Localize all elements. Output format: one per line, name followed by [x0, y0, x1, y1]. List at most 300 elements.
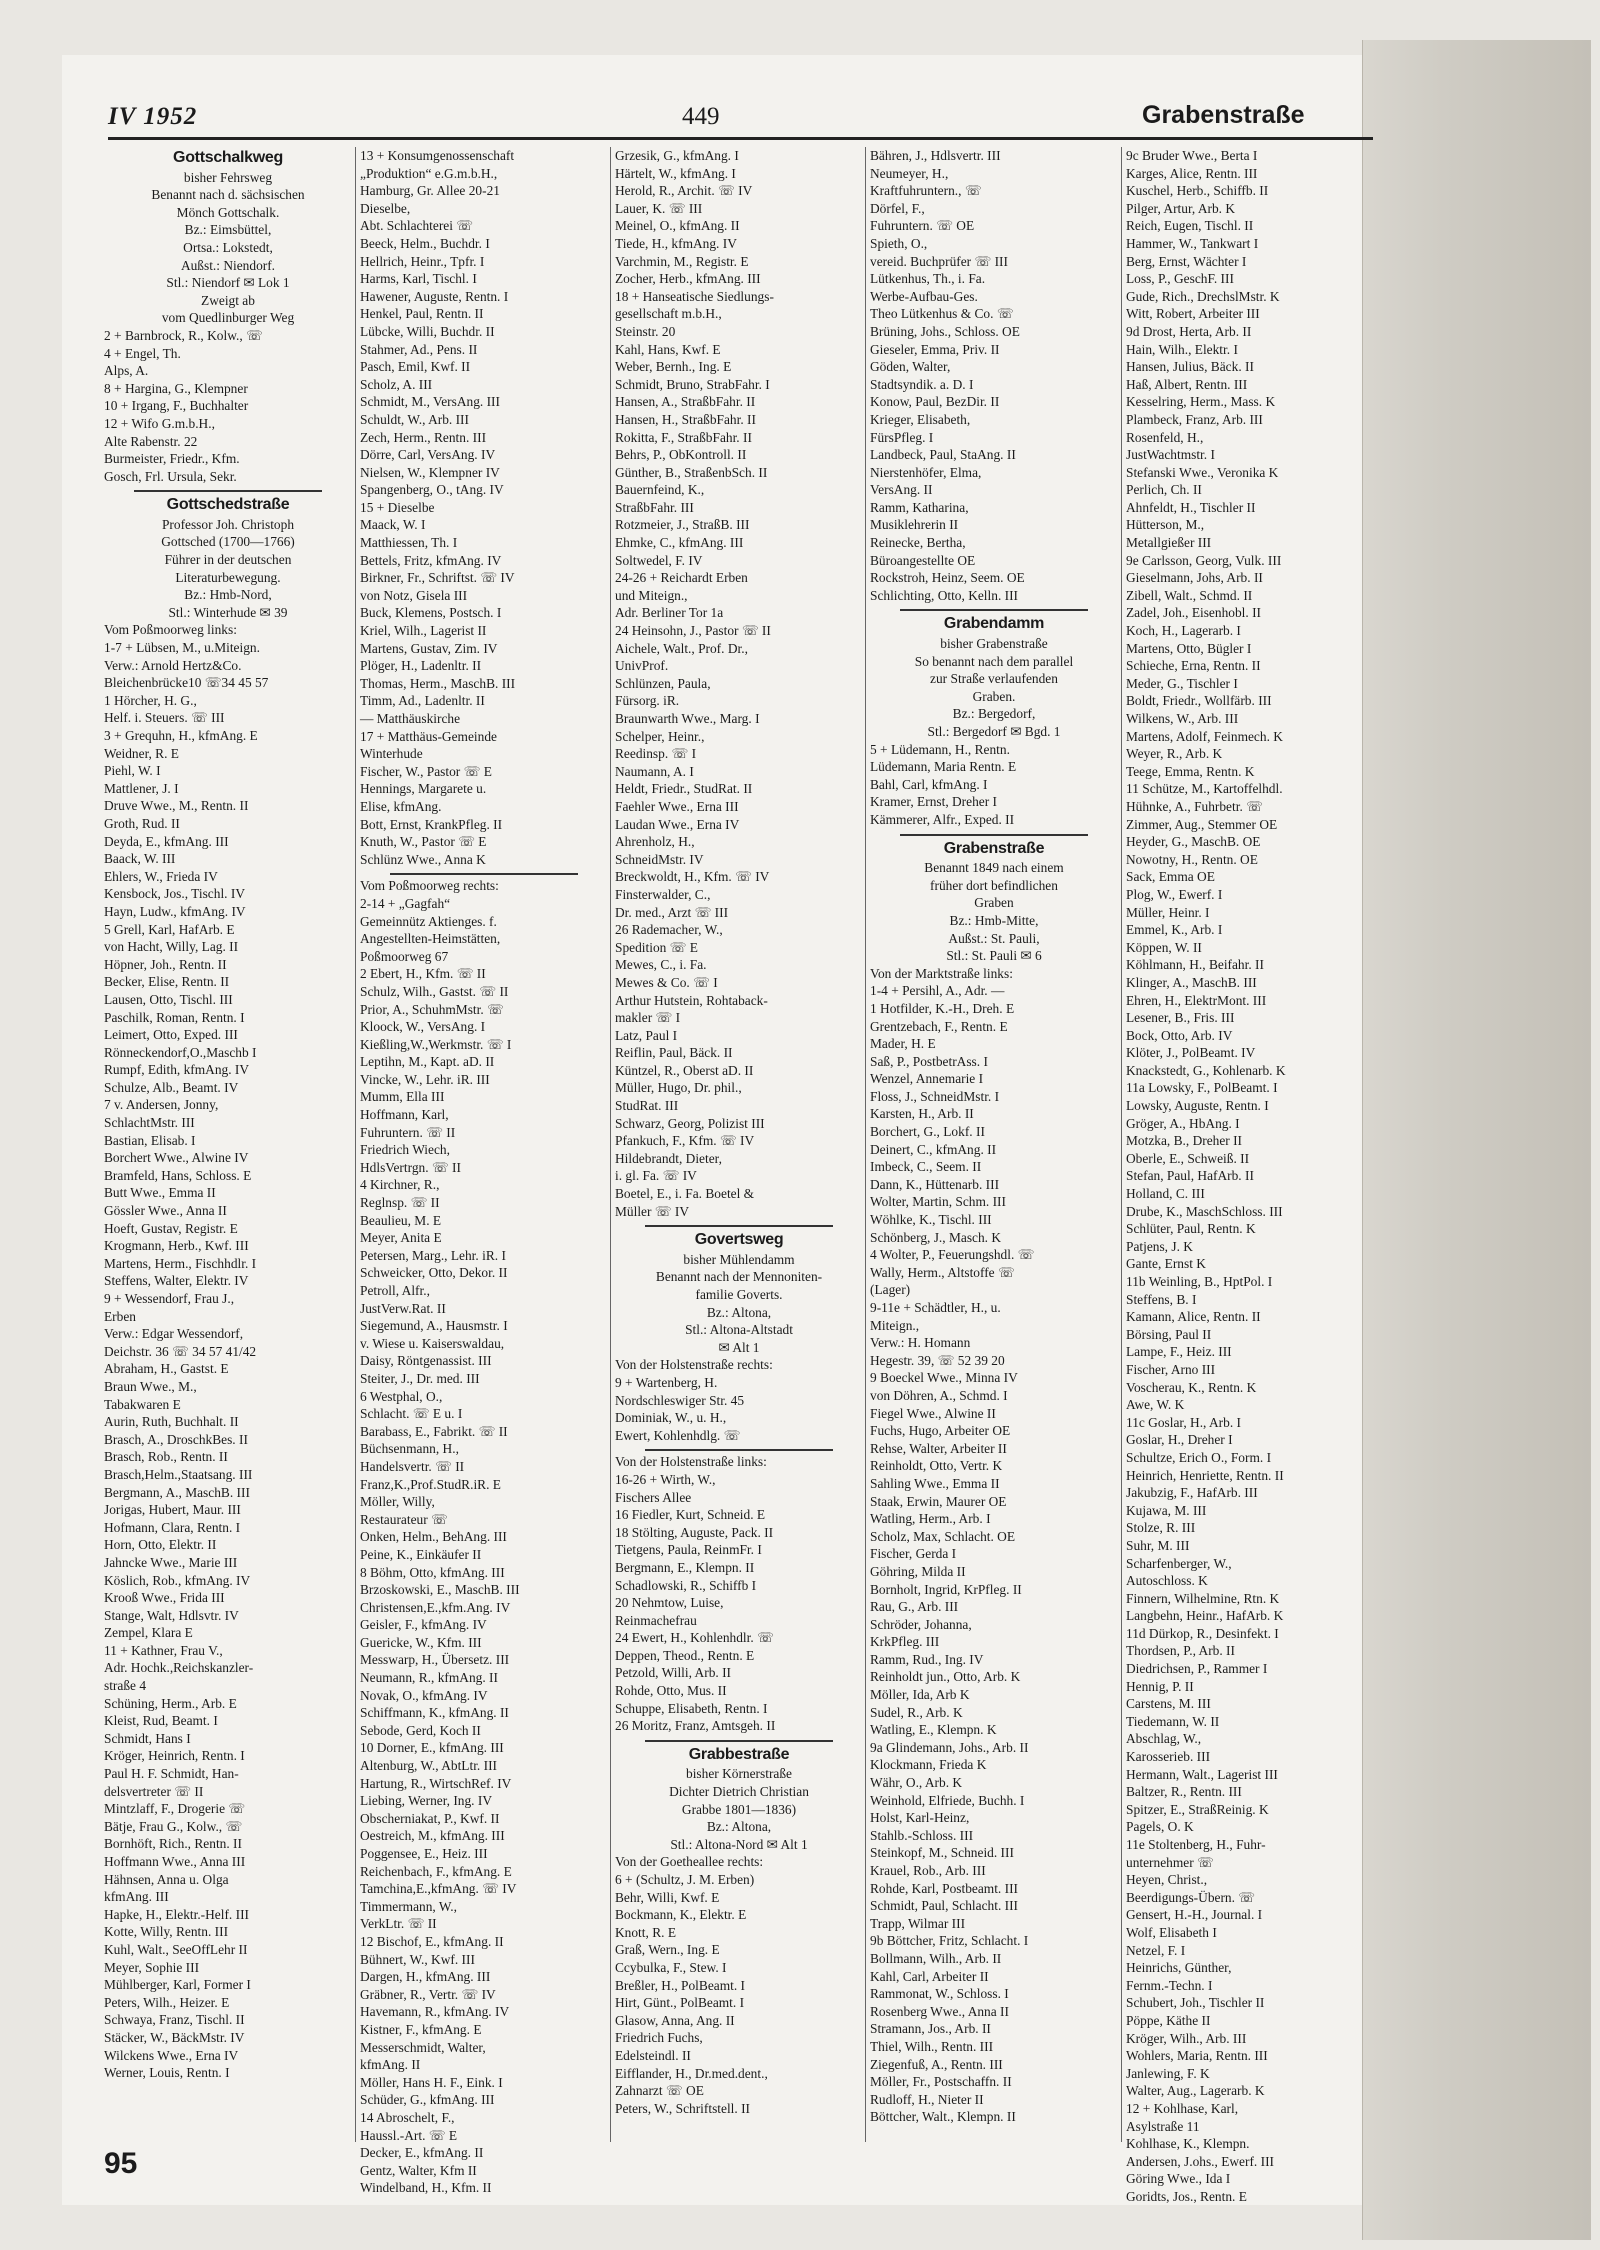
directory-entry: vereid. Buchprüfer ☏ III	[870, 253, 1008, 269]
directory-entry: Zech, Herm., Rentn. III	[360, 429, 487, 445]
directory-entry: Fuchs, Hugo, Arbeiter OE	[870, 1423, 1011, 1439]
directory-entry: Oestreich, M., kfmAng. III	[360, 1828, 505, 1844]
directory-entry: Lesener, B., Fris. III	[1126, 1010, 1235, 1026]
directory-entry: 11a Lowsky, F., PolBeamt. I	[1126, 1080, 1278, 1096]
directory-entry: Butt Wwe., Emma II	[104, 1185, 216, 1201]
directory-entry: Tabakwaren E	[104, 1396, 181, 1412]
column-separator	[1121, 147, 1122, 2142]
directory-entry: Ramm, Rud., Ing. IV	[870, 1651, 984, 1667]
directory-entry: Breckwoldt, H., Kfm. ☏ IV	[615, 869, 770, 885]
directory-entry: Büroangestellte OE	[870, 552, 976, 568]
directory-entry: 20 Nehmtow, Luise,	[615, 1595, 724, 1611]
directory-entry: Gröger, A., HbAng. I	[1126, 1115, 1240, 1131]
directory-entry: Plöger, H., Ladenltr. II	[360, 658, 482, 674]
directory-entry: Neumann, R., kfmAng. II	[360, 1670, 498, 1686]
directory-entry: Böttcher, Walt., Klempn. II	[870, 2109, 1016, 2125]
street-description: bisher Körnerstraße	[686, 1766, 792, 1782]
directory-entry: Göden, Walter,	[870, 359, 951, 375]
header-street-title: Grabenstraße	[1142, 101, 1305, 129]
directory-entry: Piehl, W. I	[104, 763, 161, 779]
directory-entry: 5 + Lüdemann, H., Rentn.	[870, 741, 1010, 757]
directory-entry: 24 Heinsohn, J., Pastor ☏ II	[615, 623, 771, 639]
header-rule	[108, 137, 1373, 140]
directory-entry: Gräbner, R., Vertr. ☏ IV	[360, 1986, 496, 2002]
directory-entry: Hansen, Julius, Bäck. II	[1126, 359, 1254, 375]
directory-entry: 1 Hotfilder, K.-H., Dreh. E	[870, 1000, 1015, 1016]
directory-entry: Kohlhase, K., Klempn.	[1126, 2136, 1250, 2152]
directory-entry: Grentzebach, F., Rentn. E	[870, 1018, 1008, 1034]
directory-entry: Watling, Herm., Arb. I	[870, 1511, 991, 1527]
directory-entry: JustVerw.Rat. II	[360, 1300, 446, 1316]
directory-entry: von Döhren, A., Schmd. I	[870, 1387, 1008, 1403]
directory-entry: Kramer, Ernst, Dreher I	[870, 794, 997, 810]
street-description: Professor Joh. Christoph	[161, 516, 295, 532]
adjacent-page-edge	[1362, 40, 1591, 2240]
directory-entry: Kamann, Alice, Rentn. II	[1126, 1309, 1261, 1325]
directory-entry: Steiter, J., Dr. med. III	[360, 1370, 480, 1386]
directory-entry: Hoffmann Wwe., Anna III	[104, 1854, 246, 1869]
directory-entry: Kesselring, Herm., Mass. K	[1126, 394, 1276, 410]
directory-entry: 12 + Kohlhase, Karl,	[1126, 2100, 1239, 2116]
directory-entry: Krauel, Rob., Arb. III	[870, 1863, 986, 1878]
directory-entry: 16 Fiedler, Kurt, Schneid. E	[615, 1507, 766, 1523]
directory-entry: Abschlag, W.,	[1126, 1731, 1202, 1747]
directory-entry: Ehren, H., ElektrMont. III	[1126, 992, 1267, 1008]
directory-entry: Patjens, J. K	[1126, 1238, 1193, 1254]
directory-entry: Borchert, G., Lokf. II	[870, 1124, 985, 1140]
directory-entry: Breßler, H., PolBeamt. I	[615, 1977, 745, 1993]
folio-number: 95	[104, 2147, 138, 2180]
directory-entry: Stahlb.-Schloss. III	[870, 1827, 974, 1843]
directory-entry: Glasow, Anna, Ang. II	[615, 2012, 735, 2028]
directory-entry: Martens, Otto, Bügler I	[1126, 640, 1252, 656]
directory-entry: Gössler Wwe., Anna II	[104, 1203, 227, 1219]
directory-entry: JustWachtmstr. I	[1126, 447, 1215, 463]
directory-entry: Hansen, A., StraßbFahr. II	[615, 394, 756, 410]
directory-entry: kfmAng. II	[360, 2057, 421, 2073]
directory-entry: Bühnert, W., Kwf. III	[360, 1951, 475, 1967]
directory-entry: Rumpf, Edith, kfmAng. IV	[104, 1062, 250, 1078]
directory-entry: Alte Rabenstr. 22	[104, 433, 198, 449]
directory-entry: „Produktion“ e.G.m.b.H.,	[360, 165, 498, 181]
directory-entry: 4 Wolter, P., Feuerungshdl. ☏	[870, 1247, 1035, 1263]
directory-entry: Vom Poßmoorweg links:	[104, 622, 237, 638]
directory-entry: 26 Rademacher, W.,	[615, 922, 723, 938]
directory-entry: 1-4 + Persihl, A., Adr. —	[870, 983, 1005, 999]
street-heading: Grabenstraße	[943, 839, 1045, 857]
directory-entry: Hennings, Margarete u.	[360, 781, 487, 797]
directory-entry: Beerdigungs-Übern. ☏	[1126, 1889, 1256, 1905]
directory-entry: Krieger, Elisabeth,	[870, 411, 971, 427]
directory-entry: Knuth, W., Pastor ☏ E	[360, 834, 487, 850]
directory-entry: Reichenbach, F., kfmAng. E	[360, 1863, 512, 1879]
directory-entry: Hellrich, Heinr., Tpfr. I	[360, 253, 485, 269]
directory-entry: Kriel, Wilh., Lagerist II	[360, 623, 487, 639]
directory-page	[62, 55, 1362, 2205]
directory-entry: unternehmer ☏	[1126, 1854, 1214, 1870]
column-1	[104, 147, 352, 2142]
directory-entry: VerkLtr. ☏ II	[360, 1916, 437, 1932]
directory-entry: Thiel, Wilh., Rentn. III	[870, 2038, 994, 2054]
directory-entry: Lausen, Otto, Tischl. III	[104, 991, 233, 1007]
directory-entry: Metallgießer III	[1126, 535, 1212, 551]
directory-entry: Carstens, M. III	[1126, 1696, 1211, 1712]
directory-entry: Obscherniakat, P., Kwf. II	[360, 1810, 500, 1826]
directory-entry: Angestellten-Heimstätten,	[360, 931, 501, 947]
directory-entry: Vom Poßmoorweg rechts:	[360, 878, 499, 894]
street-description: Benannt nach der Mennoniten-	[655, 1269, 823, 1285]
directory-entry: Goslar, H., Dreher I	[1126, 1432, 1233, 1448]
directory-entry: Küntzel, R., Oberst aD. II	[615, 1062, 754, 1078]
directory-entry: Petersen, Marg., Lehr. iR. I	[360, 1247, 506, 1263]
directory-entry: Ehmke, C., kfmAng. III	[615, 535, 744, 551]
street-description: Bz.: Hmb-Mitte,	[949, 912, 1039, 928]
street-description: Mönch Gottschalk.	[176, 204, 280, 220]
directory-entry: Langbehn, Heinr., HafArb. K	[1126, 1608, 1284, 1624]
street-description: Stl.: Niendorf ✉ Lok 1	[166, 275, 290, 291]
directory-entry: Schmidt, Bruno, StrabFahr. I	[615, 376, 770, 392]
directory-entry: Hennig, P. II	[1126, 1678, 1194, 1694]
directory-entry: 10 Dorner, E., kfmAng. III	[360, 1740, 504, 1756]
directory-entry: Müller, Hugo, Dr. phil.,	[615, 1080, 742, 1096]
directory-entry: 7 v. Andersen, Jonny,	[104, 1097, 219, 1113]
directory-entry: Reiflin, Paul, Bäck. II	[615, 1045, 733, 1061]
directory-entry: Latz, Paul I	[615, 1027, 678, 1043]
directory-entry: Stramann, Jos., Arb. II	[870, 2021, 991, 2037]
directory-entry: Suhr, M. III	[1126, 1537, 1190, 1553]
directory-entry: Pöppe, Käthe II	[1126, 2012, 1211, 2028]
directory-entry: Christensen,E.,kfm.Ang. IV	[360, 1599, 511, 1615]
directory-entry: Tietgens, Paula, ReinmFr. I	[615, 1542, 762, 1558]
directory-entry: 26 Moritz, Franz, Amtsgeh. II	[615, 1718, 776, 1734]
directory-entry: 11d Dürkop, R., Desinfekt. I	[1126, 1625, 1279, 1641]
directory-entry: Hühnke, A., Fuhrbetr. ☏	[1126, 798, 1263, 814]
directory-entry: Deppen, Theod., Rentn. E	[615, 1647, 755, 1663]
directory-entry: Fuhruntern. ☏ II	[360, 1124, 456, 1140]
directory-entry: Varchmin, M., Registr. E	[615, 253, 749, 269]
directory-entry: Edelsteindl. II	[615, 2047, 691, 2063]
directory-entry: Hamburg, Gr. Allee 20-21	[360, 183, 500, 199]
directory-entry: Ccybulka, F., Stew. I	[615, 1959, 727, 1975]
directory-entry: Verw.: Arnold Hertz&Co.	[104, 657, 242, 673]
directory-entry: Pasch, Emil, Kwf. II	[360, 359, 471, 375]
directory-entry: Bähren, J., Hdlsvertr. III	[870, 148, 1001, 163]
directory-entry: Zocher, Herb., kfmAng. III	[615, 271, 761, 287]
section-rule	[645, 1449, 833, 1451]
directory-entry: Reinecke, Bertha,	[870, 535, 966, 551]
directory-entry: Bott, Ernst, KrankPfleg. II	[360, 816, 503, 832]
directory-entry: 11 Schütze, M., Kartoffelhdl.	[1126, 781, 1283, 797]
directory-entry: 11 + Kathner, Frau V.,	[104, 1642, 223, 1658]
directory-entry: Mühlberger, Karl, Former I	[104, 1977, 251, 1993]
directory-entry: Rosenberg Wwe., Anna II	[870, 2003, 1009, 2019]
directory-entry: Schulz, Wilh., Gastst. ☏ II	[360, 983, 509, 999]
directory-entry: Stange, Walt, Hdlsvtr. IV	[104, 1607, 239, 1623]
street-description: familie Goverts.	[695, 1287, 783, 1302]
directory-entry: Hayn, Ludw., kfmAng. IV	[104, 903, 246, 919]
directory-entry: Heyen, Christ.,	[1126, 1872, 1208, 1888]
directory-entry: Havemann, R., kfmAng. IV	[360, 2004, 510, 2020]
directory-entry: Gieseler, Emma, Priv. II	[870, 341, 1000, 357]
directory-entry: Poggensee, E., Heiz. III	[360, 1846, 488, 1861]
directory-entry: Reglnsp. ☏ II	[360, 1195, 440, 1211]
column-4	[870, 147, 1118, 2142]
directory-entry: Göhring, Milda II	[870, 1563, 966, 1579]
directory-entry: Bahl, Carl, kfmAng. I	[870, 776, 988, 792]
directory-entry: Schlacht. ☏ E u. I	[360, 1406, 463, 1422]
directory-entry: Fiegel Wwe., Alwine II	[870, 1405, 996, 1421]
directory-entry: Klockmann, Frieda K	[870, 1757, 987, 1773]
directory-entry: Kahl, Carl, Arbeiter II	[870, 1968, 989, 1984]
directory-entry: Burmeister, Friedr., Kfm.	[104, 451, 240, 467]
directory-entry: Asylstraße 11	[1126, 2118, 1200, 2134]
column-5	[1126, 147, 1374, 2204]
directory-entry: Adr. Hochk.,Reichskanzler-	[104, 1660, 254, 1676]
directory-entry: Holst, Karl-Heinz,	[870, 1810, 970, 1826]
directory-entry: Deichstr. 36 ☏ 34 57 41/42	[104, 1343, 257, 1359]
directory-entry: Schuldt, W., Arb. III	[360, 411, 469, 427]
directory-entry: Barabass, E., Fabrikt. ☏ II	[360, 1423, 508, 1439]
street-description: Benannt 1849 nach einem	[924, 860, 1064, 876]
directory-entry: Bätje, Frau G., Kolw., ☏	[104, 1818, 243, 1834]
directory-entry: Timmermann, W.,	[360, 1898, 457, 1914]
directory-entry: Andersen, J.ohs., Ewerf. III	[1126, 2153, 1274, 2169]
directory-entry: Dann, K., Hüttenarb. III	[870, 1176, 1000, 1192]
directory-entry: Heyder, G., MaschB. OE	[1126, 834, 1261, 850]
directory-entry: Schlüter, Paul, Rentn. K	[1126, 1221, 1256, 1237]
directory-entry: Hähnsen, Anna u. Olga	[104, 1871, 229, 1887]
directory-entry: Leptihn, M., Kapt. aD. II	[360, 1054, 495, 1070]
directory-entry: Staak, Erwin, Maurer OE	[870, 1493, 1007, 1509]
directory-entry: Köslich, Rob., kfmAng. IV	[104, 1572, 251, 1588]
directory-entry: HdlsVertrgn. ☏ II	[360, 1159, 461, 1175]
directory-entry: Möller, Fr., Postschaffn. II	[870, 2074, 1012, 2090]
directory-entry: Ehlers, W., Frieda IV	[104, 868, 218, 884]
directory-entry: Abt. Schlachterei ☏	[360, 218, 474, 234]
directory-entry: Wenzel, Annemarie I	[870, 1071, 984, 1087]
street-heading: Gottschedstraße	[166, 496, 290, 514]
street-description: vom Quedlinburger Weg	[161, 310, 295, 326]
directory-entry: Dieselbe,	[360, 200, 411, 216]
directory-entry: Kleist, Rud, Beamt. I	[104, 1713, 218, 1729]
directory-entry: Von der Marktstraße links:	[870, 965, 1013, 981]
directory-entry: Schuppe, Elisabeth, Rentn. I	[615, 1700, 768, 1716]
directory-entry: Watling, E., Klempn. K	[870, 1722, 997, 1738]
directory-entry: Restaurateur ☏	[360, 1511, 448, 1527]
page-header	[62, 75, 1362, 135]
directory-entry: Kloock, W., VersAng. I	[360, 1019, 486, 1035]
directory-entry: Abraham, H., Gastst. E	[104, 1361, 229, 1377]
directory-entry: Hammer, W., Tankwart I	[1126, 235, 1259, 251]
directory-entry: Oberle, E., Schweiß. II	[1126, 1150, 1250, 1166]
street-heading: Gottschalkweg	[173, 149, 283, 166]
directory-entry: Zadel, Joh., Eisenhobl. II	[1126, 605, 1261, 621]
street-description: Dichter Dietrich Christian	[669, 1784, 809, 1800]
directory-entry: Klöter, J., PolBeamt. IV	[1126, 1045, 1256, 1061]
directory-entry: Bleichenbrücke10 ☏34 45 57	[104, 675, 269, 691]
street-description: Zweigt ab	[201, 292, 255, 308]
directory-entry: Konow, Paul, BezDir. II	[870, 394, 1000, 410]
directory-entry: 9c Bruder Wwe., Berta I	[1126, 148, 1258, 163]
directory-entry: FürsPfleg. I	[870, 429, 934, 445]
directory-entry: Rohde, Karl, Postbeamt. III	[870, 1880, 1019, 1896]
directory-entry: 16-26 + Wirth, W.,	[615, 1471, 716, 1487]
directory-entry: Winterhude	[360, 746, 423, 762]
directory-entry: Floss, J., SchneidMstr. I	[870, 1088, 1000, 1104]
directory-entry: delsvertreter ☏ II	[104, 1783, 204, 1799]
directory-entry: Haß, Albert, Rentn. III	[1126, 376, 1248, 392]
directory-entry: Fischers Allee	[615, 1489, 692, 1505]
directory-entry: Franz,K.,Prof.StudR.iR. E	[360, 1476, 501, 1492]
section-rule	[645, 1225, 833, 1227]
directory-entry: Baack, W. III	[104, 851, 176, 867]
directory-entry: Landbeck, Paul, StaAng. II	[870, 447, 1016, 463]
directory-entry: Bollmann, Wilh., Arb. II	[870, 1950, 1002, 1966]
directory-entry: Brasch, A., DroschkBes. II	[104, 1431, 248, 1447]
directory-entry: und Miteign.,	[615, 587, 688, 603]
directory-entry: Stolze, R. III	[1126, 1520, 1196, 1536]
directory-entry: Berg, Ernst, Wächter I	[1126, 253, 1247, 269]
directory-entry: Braun Wwe., M.,	[104, 1378, 197, 1394]
directory-entry: Schröder, Johanna,	[870, 1616, 972, 1632]
directory-entry: Gentz, Walter, Kfm II	[360, 2162, 477, 2178]
directory-entry: KrkPfleg. III	[870, 1634, 940, 1650]
directory-entry: Gude, Rich., DrechslMstr. K	[1126, 288, 1280, 304]
directory-entry: Schmidt, M., VersAng. III	[360, 394, 500, 410]
directory-entry: Haussl.-Art. ☏ E	[360, 2127, 458, 2143]
directory-entry: Mintzlaff, F., Drogerie ☏	[104, 1801, 246, 1817]
directory-entry: StudRat. III	[615, 1098, 679, 1114]
directory-entry: Krogmann, Herb., Kwf. III	[104, 1238, 249, 1254]
directory-entry: Messerschmidt, Walter,	[360, 2039, 486, 2055]
directory-entry: Martens, Gustav, Zim. IV	[360, 640, 498, 656]
directory-entry: 11e Stoltenberg, H., Fuhr-	[1126, 1837, 1266, 1852]
directory-entry: Henkel, Paul, Rentn. II	[360, 306, 484, 322]
directory-entry: Prior, A., SchuhmMstr. ☏	[360, 1001, 504, 1017]
directory-entry: Rehse, Walter, Arbeiter II	[870, 1440, 1007, 1456]
directory-entry: Schmidt, Hans I	[104, 1730, 191, 1746]
directory-entry: Knott, R. E	[615, 1924, 677, 1940]
directory-entry: Mewes, C., i. Fa.	[615, 957, 707, 973]
directory-entry: 4 + Engel, Th.	[104, 345, 181, 361]
directory-entry: Loss, P., GeschF. III	[1126, 271, 1234, 287]
section-rule	[900, 609, 1088, 611]
directory-entry: Rotzmeier, J., StraßB. III	[615, 517, 750, 533]
directory-entry: Nordschleswiger Str. 45	[615, 1392, 745, 1408]
directory-entry: Fürsorg. iR.	[615, 693, 680, 709]
directory-entry: Dominiak, W., u. H.,	[615, 1410, 727, 1426]
directory-entry: Rau, G., Arb. III	[870, 1599, 959, 1615]
directory-entry: Wilckens Wwe., Erna IV	[104, 2047, 239, 2063]
street-description: Bz.: Altona,	[706, 1819, 772, 1835]
directory-entry: Behr, Willi, Kwf. E	[615, 1889, 720, 1905]
directory-entry: Werner, Louis, Rentn. I	[104, 2065, 230, 2081]
directory-entry: Friedrich Fuchs,	[615, 2030, 703, 2046]
directory-entry: Bramfeld, Hans, Schloss. E	[104, 1167, 252, 1183]
directory-entry: Steinstr. 20	[615, 323, 676, 339]
directory-entry: Bornhöft, Rich., Rentn. II	[104, 1836, 242, 1852]
directory-entry: Hapke, H., Elektr.-Helf. III	[104, 1906, 250, 1922]
directory-entry: Naumann, A. I	[615, 763, 694, 779]
directory-entry: Schüning, Herm., Arb. E	[104, 1695, 237, 1711]
directory-entry: Windelband, H., Kfm. II	[360, 2180, 492, 2196]
directory-entry: Ahnfeldt, H., Tischler II	[1126, 499, 1256, 515]
directory-entry: Horn, Otto, Elektr. II	[104, 1537, 217, 1553]
directory-entry: Adr. Berliner Tor 1a	[615, 605, 724, 621]
directory-entry: Pagels, O. K	[1126, 1819, 1194, 1835]
directory-entry: Harms, Karl, Tischl. I	[360, 271, 477, 287]
directory-entry: Heldt, Friedr., StudRat. II	[615, 781, 753, 797]
directory-entry: Mewes & Co. ☏ I	[615, 974, 718, 990]
street-description: Stl.: Bergedorf ✉ Bgd. 1	[927, 724, 1061, 739]
directory-entry: Bockmann, K., Elektr. E	[615, 1907, 747, 1923]
directory-entry: Thordsen, P., Arb. II	[1126, 1643, 1235, 1659]
directory-entry: Rammonat, W., Schloss. I	[870, 1986, 1009, 2002]
directory-entry: Hoffmann, Karl,	[360, 1107, 449, 1123]
directory-entry: Bornholt, Ingrid, KrPfleg. II	[870, 1581, 1022, 1597]
directory-entry: Schulze, Alb., Beamt. IV	[104, 1079, 239, 1095]
directory-entry: Ahrenholz, H.,	[615, 834, 695, 850]
directory-entry: Karges, Alice, Rentn. III	[1126, 165, 1258, 181]
directory-entry: Klinger, A., MaschB. III	[1126, 974, 1257, 990]
directory-entry: Kotte, Willy, Rentn. III	[104, 1924, 229, 1940]
directory-entry: Reedinsp. ☏ I	[615, 746, 697, 762]
directory-entry: Handelsvertr. ☏ II	[360, 1458, 465, 1474]
directory-entry: Boetel, E., i. Fa. Boetel &	[615, 1186, 755, 1202]
directory-entry: Arthur Hutstein, Rohtaback-	[615, 992, 768, 1008]
directory-entry: Liebing, Werner, Ing. IV	[360, 1793, 493, 1809]
directory-entry: Lütkenhus, Th., i. Fa.	[870, 271, 986, 287]
directory-entry: Herold, R., Archit. ☏ IV	[615, 183, 753, 199]
directory-entry: Kuhl, Walt., SeeOffLehr II	[104, 1941, 248, 1957]
directory-entry: Kuschel, Herb., Schiffb. II	[1126, 183, 1269, 199]
directory-entry: Perlich, Ch. II	[1126, 482, 1202, 498]
directory-entry: Von der Goetheallee rechts:	[615, 1854, 764, 1870]
directory-entry: Maack, W. I	[360, 517, 426, 533]
directory-entry: 18 + Hanseatische Siedlungs-	[615, 288, 774, 304]
directory-entry: Rönneckendorf,O.,Maschb I	[104, 1044, 257, 1060]
directory-entry: Schönberg, J., Masch. K	[870, 1229, 1002, 1245]
column-2	[360, 147, 608, 2196]
directory-entry: Härtelt, W., kfmAng. I	[615, 165, 736, 181]
street-description: Bz.: Hmb-Nord,	[184, 587, 272, 603]
directory-entry: Währ, O., Arb. K	[870, 1775, 963, 1791]
directory-entry: Gante, Ernst K	[1126, 1256, 1206, 1272]
directory-entry: Friedrich Wiech,	[360, 1142, 450, 1158]
directory-entry: Trapp, Wilmar III	[870, 1915, 966, 1931]
directory-entry: Köppen, W. II	[1126, 939, 1202, 955]
directory-entry: Teege, Emma, Rentn. K	[1126, 763, 1255, 779]
directory-entry: Bock, Otto, Arb. IV	[1126, 1027, 1233, 1043]
directory-entry: Grzesik, G., kfmAng. I	[615, 148, 739, 163]
directory-entry: Schmidt, Paul, Schlacht. III	[870, 1898, 1019, 1914]
directory-entry: Petroll, Alfr.,	[360, 1283, 430, 1298]
directory-entry: Miteign.,	[870, 1317, 920, 1333]
directory-entry: 17 + Matthäus-Gemeinde	[360, 728, 497, 744]
street-description: Stl.: St. Pauli ✉ 6	[946, 948, 1042, 964]
street-description: zur Straße verlaufenden	[930, 671, 1058, 687]
street-description: Gottsched (1700—1766)	[161, 534, 295, 550]
directory-entry: Stadtsyndik. a. D. I	[870, 376, 974, 392]
section-rule	[390, 873, 578, 875]
directory-entry: 9-11e + Schädtler, H., u.	[870, 1300, 1001, 1315]
directory-entry: Von der Holstenstraße links:	[615, 1454, 767, 1470]
directory-entry: Weidner, R. E	[104, 745, 179, 761]
directory-entry: Schieche, Erna, Rentn. II	[1126, 658, 1261, 674]
directory-entry: Müller ☏ IV	[615, 1203, 690, 1219]
street-description: bisher Grabenstraße	[940, 636, 1048, 652]
directory-entry: Paschilk, Roman, Rentn. I	[104, 1009, 245, 1025]
